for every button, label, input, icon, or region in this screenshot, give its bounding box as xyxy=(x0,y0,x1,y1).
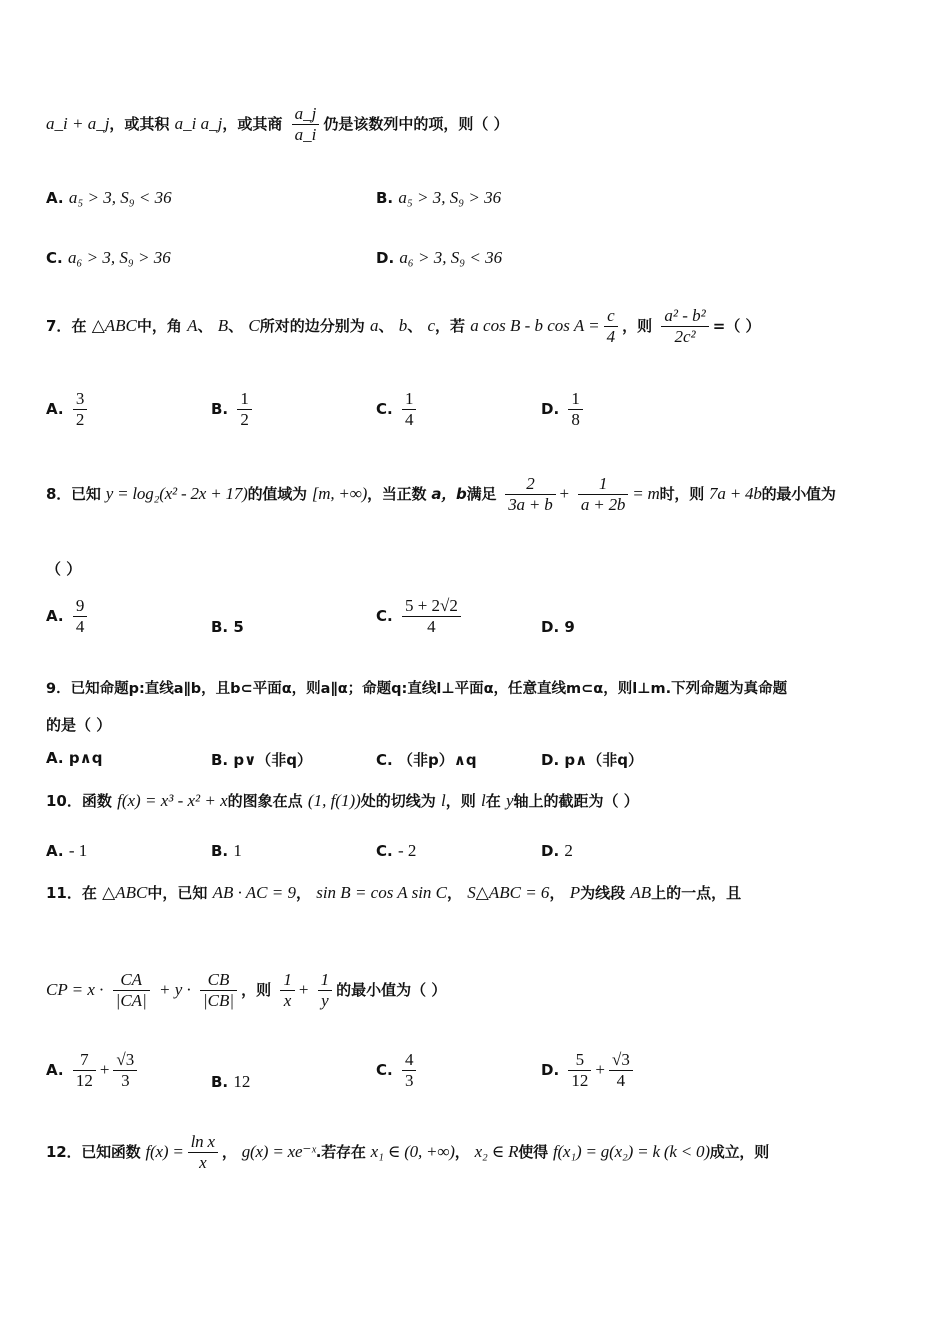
q8-fraction-2: $\frac{1}{a + 2b}$ xyxy=(578,474,628,515)
q7-option-a[interactable]: A. $\frac{3}{2}$ xyxy=(46,389,91,430)
q8-plus: + xyxy=(559,484,569,503)
q11-option-b[interactable]: B. 12 xyxy=(211,1072,251,1091)
q12-comma: ， xyxy=(454,1143,470,1161)
q11-plus: + xyxy=(298,980,309,999)
q10-axis-y: y xyxy=(506,791,514,810)
q8-equals-m: = m xyxy=(632,484,660,503)
q7-option-a-fraction: $\frac{3}{2}$ xyxy=(73,389,88,430)
q8-option-c-fraction: $\frac{5 + 2√2}{4}$ xyxy=(402,596,461,637)
q11-triangle: △ABC xyxy=(102,883,148,902)
q11-text-2: 中，已知 xyxy=(147,884,208,902)
q7-text-3: 所对的边分别为 xyxy=(259,317,365,335)
q8-option-c[interactable]: C. $\frac{5 + 2√2}{4}$ xyxy=(376,596,465,637)
q11-comma: ， xyxy=(295,884,311,902)
q8-text-6: 的最小值为 xyxy=(761,485,836,503)
q6-option-d[interactable]: D. a₆ > 3, S₉ < 36 xyxy=(376,248,503,267)
q7-angle-c: C xyxy=(248,316,260,335)
q11-plus-y: + y · xyxy=(158,980,191,999)
q7-number: 7． xyxy=(46,317,72,335)
q7-text-1: 在 xyxy=(71,317,87,335)
q12-x2-domain: x₂ ∈ R xyxy=(474,1142,519,1161)
q10-text-6: 轴上的截距为（ ） xyxy=(513,792,639,810)
q8-function: y = log₂(x² - 2x + 17) xyxy=(105,484,248,503)
q12-comma: ， xyxy=(221,1143,237,1161)
q11-text-4: 上的一点，且 xyxy=(651,884,742,902)
q11-sine-relation: sin B = cos A sin C xyxy=(316,883,448,902)
q6-text-2: ，或其商 xyxy=(222,115,283,133)
q7-side-c: c xyxy=(427,316,436,335)
q10-line-l: l xyxy=(441,791,446,810)
q12-function-g: g(x) = xe⁻ˣ xyxy=(241,1142,316,1161)
q11-comma: ， xyxy=(447,884,463,902)
q6-sum: a_i + a_j xyxy=(46,114,110,133)
q10-line-l: l xyxy=(481,791,486,810)
q7-expression: $\frac{\text{a² - b²}}{\text{2c²}}$ xyxy=(661,306,708,347)
q6-product: a_i a_j xyxy=(174,114,223,133)
q10-point: (1, f(1)) xyxy=(307,791,361,810)
q10-function: f(x) = x³ - x² + x xyxy=(117,791,228,810)
q7-text-4: ，若 xyxy=(435,317,466,335)
q12-f-fraction: $\frac{\text{ln x}}{x}$ xyxy=(188,1132,218,1173)
q6-text-3: 仍是该数列中的项，则（ ） xyxy=(323,115,509,133)
q10-text-1: 函数 xyxy=(81,792,112,810)
q7-stem xyxy=(46,306,761,347)
q11-option-a-fraction-1: $\frac{7}{12}$ xyxy=(73,1050,96,1091)
q10-number: 10． xyxy=(46,792,82,810)
q6-option-a[interactable]: A. a₅ > 3, S₉ < 36 xyxy=(46,188,172,207)
q11-reciprocal-y: $\frac{1}{y}$ xyxy=(318,970,333,1011)
q6-text-1: ，或其积 xyxy=(109,115,170,133)
q7-side-a: a xyxy=(370,316,379,335)
q11-unit-vector-cb: $\frac{CB}{|CB|}$ xyxy=(200,970,237,1011)
q11-area: S△ABC = 6 xyxy=(467,883,550,902)
q7-option-b-fraction: $\frac{1}{2}$ xyxy=(237,389,252,430)
q12-text-4: 成立，则 xyxy=(709,1143,769,1161)
q12-text-2: .若存在 xyxy=(315,1143,366,1161)
q7-option-c-fraction: $\frac{1}{4}$ xyxy=(402,389,417,430)
q11-number: 11． xyxy=(46,884,82,902)
q7-sep: 、 xyxy=(378,317,394,335)
q9-option-b[interactable]: B. p∨（非q） xyxy=(211,751,313,769)
q7-option-c[interactable]: C. $\frac{1}{4}$ xyxy=(376,389,420,430)
q6-option-c[interactable]: C. a₆ > 3, S₉ > 36 xyxy=(46,248,171,267)
q8-fraction-1: $\frac{2}{3a + b}$ xyxy=(505,474,555,515)
q11-comma: ， xyxy=(549,884,565,902)
q7-option-b[interactable]: B. $\frac{1}{2}$ xyxy=(211,389,256,430)
q7-condition: a cos B - b cos A = xyxy=(470,316,600,335)
q11-option-c-fraction: $\frac{4}{3}$ xyxy=(402,1050,417,1091)
q11-point-p: P xyxy=(569,883,581,902)
q8-option-a[interactable]: A. $\frac{9}{4}$ xyxy=(46,596,91,637)
q7-sep: 、 xyxy=(228,317,244,335)
q8-target: 7a + 4b xyxy=(709,484,762,503)
q10-option-c[interactable]: C. - 2 xyxy=(376,841,417,860)
q12-text-1: 已知函数 xyxy=(81,1143,141,1161)
q11-vector-line xyxy=(46,970,446,1011)
q11-option-d-fraction-1: $\frac{5}{12}$ xyxy=(568,1050,591,1091)
q12-stem xyxy=(46,1132,769,1173)
q8-text-1: 已知 xyxy=(71,485,101,503)
q7-option-d[interactable]: D. $\frac{1}{8}$ xyxy=(541,389,587,430)
q7-option-d-fraction: $\frac{1}{8}$ xyxy=(568,389,583,430)
q11-option-d-fraction-2: $\frac{√3}{4}$ xyxy=(609,1050,633,1091)
q7-angle-a: A xyxy=(187,316,198,335)
q11-text-6: 的最小值为（ ） xyxy=(336,981,447,999)
q8-stem xyxy=(46,474,836,515)
q7-text-2: 中，角 xyxy=(136,317,182,335)
q11-option-c[interactable]: C. $\frac{4}{3}$ xyxy=(376,1050,420,1091)
q12-x1-domain: x₁ ∈ (0, +∞) xyxy=(370,1142,455,1161)
q11-text-1: 在 xyxy=(81,884,97,902)
q10-text-5: 在 xyxy=(485,792,501,810)
q7-sep: 、 xyxy=(197,317,213,335)
q9-option-c[interactable]: C. （非p）∧q xyxy=(376,751,477,769)
q7-triangle: △ABC xyxy=(91,316,137,335)
q11-option-a-fraction-2: $\frac{√3}{3}$ xyxy=(113,1050,137,1091)
q8-option-a-fraction: $\frac{9}{4}$ xyxy=(73,596,88,637)
q6-stem xyxy=(46,104,509,145)
q11-dot-product: AB · AC = 9 xyxy=(212,883,296,902)
q8-ab: a，b xyxy=(431,485,467,503)
q12-function-f: f(x) = xyxy=(145,1142,184,1161)
q11-text-5: ，则 xyxy=(241,981,272,999)
q9-option-d[interactable]: D. p∧（非q） xyxy=(541,751,644,769)
q6-option-b[interactable]: B. a₅ > 3, S₉ > 36 xyxy=(376,188,502,207)
q9-stem-line-1: 9．已知命题p:直线a∥b，且b⊂平面α，则a∥α；命题q:直线l⊥平面α，任意直线m⊂α，则l⊥m.下列命题为真命题 xyxy=(46,681,788,697)
q7-condition-fraction: $\frac{c}{4}$ xyxy=(604,306,619,347)
q8-text-3: ，当正数 xyxy=(367,485,427,503)
q7-sep: 、 xyxy=(407,317,423,335)
q10-option-b[interactable]: B. 1 xyxy=(211,841,242,860)
q11-stem xyxy=(46,882,741,903)
q7-angle-b: B xyxy=(217,316,229,335)
q12-equation: f(x₁) = g(x₂) = k (k < 0) xyxy=(552,1142,710,1161)
q8-option-b[interactable]: B. 5 xyxy=(211,618,244,636)
q10-text-2: 的图象在点 xyxy=(227,792,303,810)
q12-number: 12． xyxy=(46,1143,82,1161)
q11-reciprocal-x: $\frac{1}{x}$ xyxy=(280,970,295,1011)
q10-option-a[interactable]: A. - 1 xyxy=(46,841,88,860)
q10-stem xyxy=(46,790,639,811)
q8-text-4: 满足 xyxy=(466,485,497,503)
q11-text-3: 为线段 xyxy=(580,884,626,902)
q10-text-3: 处的切线为 xyxy=(360,792,436,810)
q10-text-4: ，则 xyxy=(445,792,476,810)
q11-option-a[interactable]: A. $\frac{7}{12}$ + $\frac{√3}{3}$ xyxy=(46,1050,141,1091)
q8-number: 8． xyxy=(46,485,72,503)
q11-segment-ab: AB xyxy=(630,883,652,902)
q9-option-a[interactable]: A. p∧q xyxy=(46,749,103,767)
q8-paren: （ ） xyxy=(46,560,82,578)
q8-range: [m, +∞) xyxy=(311,484,368,503)
q11-unit-vector-ca: $\frac{CA}{|CA|}$ xyxy=(113,970,150,1011)
q11-vector-cp: CP = x · xyxy=(46,980,104,999)
q7-text-6: =（ ） xyxy=(712,317,761,335)
q7-text-5: ，则 xyxy=(622,317,653,335)
q11-option-d[interactable]: D. $\frac{5}{12}$ + $\frac{√3}{4}$ xyxy=(541,1050,637,1091)
q7-side-b: b xyxy=(398,316,408,335)
q8-text-5: 时，则 xyxy=(659,485,705,503)
q12-text-3: 使得 xyxy=(518,1143,548,1161)
q10-option-d[interactable]: D. 2 xyxy=(541,841,573,860)
q8-option-d[interactable]: D. 9 xyxy=(541,618,575,636)
q6-quotient: $\frac{a\_j}{a\_i}$ xyxy=(292,104,320,145)
q9-stem-line-2: 的是（ ） xyxy=(46,716,112,734)
q8-text-2: 的值域为 xyxy=(247,485,307,503)
